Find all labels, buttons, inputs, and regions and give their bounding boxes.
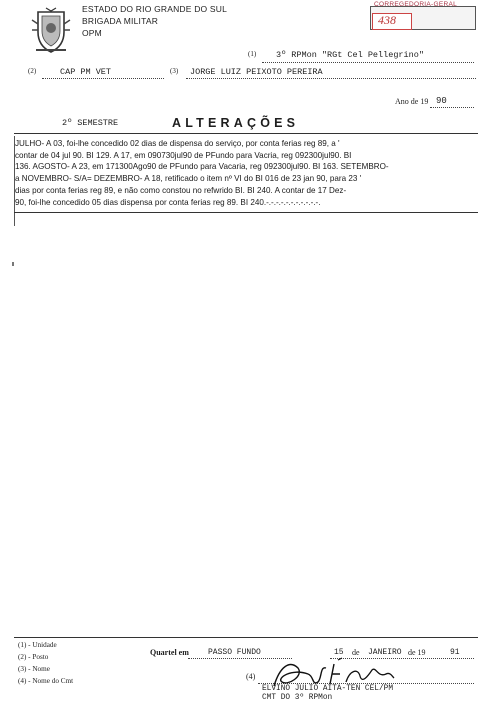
stamp-number: 438	[378, 13, 396, 27]
title-rule	[14, 133, 478, 134]
legend-unidade: (1) - Unidade	[18, 641, 57, 649]
year-label: Ano de 19	[395, 97, 429, 106]
body-line: 136. AGOSTO- A 23, em 171300Ago90 de PFundo para Vacaria, reg 092300jul90. BI 163. SETEMBRO-	[15, 162, 389, 172]
name-underline	[186, 78, 476, 79]
rank-underline	[42, 78, 164, 79]
legend-posto: (2) - Posto	[18, 653, 49, 661]
body-line: 90, foi-lhe concedido 05 dias dispensa por conta ferias reg 89. BI 240.-.-.-.-.-.-.-.-.-.-.-.	[15, 197, 321, 207]
month-value: JANEIRO	[368, 648, 402, 657]
cmt-name: ELVINO JULIO AITA-TEN CEL/PM	[262, 685, 394, 693]
org-state: ESTADO DO RIO GRANDE DO SUL	[82, 4, 228, 14]
cmt-title: CMT DO 3º RPMon	[262, 694, 333, 702]
rank-marker: (2)	[28, 67, 37, 75]
unit-underline	[262, 62, 474, 63]
legend-nome-cmt: (4) - Nome do Cmt	[18, 677, 74, 685]
name-value: JORGE LUIZ PEIXOTO PEREIRA	[190, 67, 323, 77]
scan-mark	[12, 262, 14, 266]
unit-marker: (1)	[248, 50, 257, 58]
body-end-rule	[14, 212, 478, 213]
name-marker: (3)	[170, 67, 179, 75]
body-line: contar de 04 jul 90. BI 129. A 17, em 090730jul90 de PFundo para Vacria, reg 092300jul90. BI	[15, 150, 352, 160]
unit-value: 3º RPMon "RGt Cel Pellegrino"	[276, 50, 424, 60]
alteracoes-body	[15, 138, 477, 208]
day-value: 15	[334, 648, 344, 657]
year-value: 90	[436, 96, 447, 106]
cmt-marker: (4)	[246, 672, 256, 681]
year-footer-value: 91	[450, 648, 460, 657]
semester-label: 2º SEMESTRE	[62, 118, 119, 128]
body-line: dias por conta ferias reg 89, e não como constou no refwrido BI. BI 240. A contar de 17 Dez-	[15, 185, 347, 195]
footer-rule	[14, 637, 478, 638]
org-opm: OPM	[82, 28, 102, 38]
org-brigade: BRIGADA MILITAR	[82, 16, 159, 26]
legend-nome: (3) - Nome	[18, 665, 50, 673]
city-value: PASSO FUNDO	[208, 648, 261, 657]
rank-value: CAP PM VET	[60, 67, 112, 77]
de-label-1: de	[352, 648, 360, 657]
stamp-label: CORREGEDORIA-GERAL	[374, 1, 458, 8]
signature-icon	[268, 656, 398, 694]
document-title: ALTERAÇÕES	[172, 116, 300, 130]
year-underline	[430, 107, 474, 108]
brasao-coat-of-arms-icon	[30, 6, 72, 54]
body-line: a NOVEMBRO- S/A= DEZEMBRO- A 18, retificado o item nº VI do BI 016 de 23 jan 90, para 23 '	[15, 174, 362, 184]
de-label-2: de 19	[408, 648, 426, 657]
quartel-label: Quartel em	[150, 648, 189, 657]
body-line: JULHO- A 03, foi-lhe concedido 02 dias de dispensa do serviço, por conta ferias reg 89, a '	[15, 139, 340, 148]
